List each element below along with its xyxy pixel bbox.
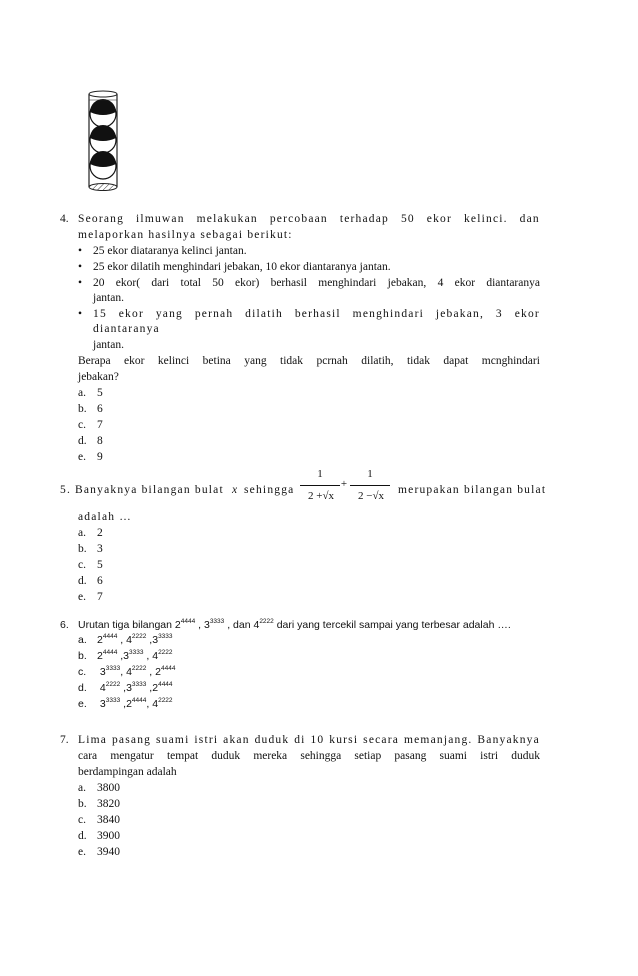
word: ekor [454,277,476,289]
answer-option[interactable] [78,633,173,648]
word: ekor [426,213,453,225]
option-letter: e. [78,591,86,603]
word: suami [156,734,190,746]
bullet-text [93,276,540,291]
answer-option[interactable] [78,418,103,433]
word: pcrnah [316,355,348,367]
fraction-1-denominator: 2 +√x [308,490,334,502]
word: kelinci [157,355,190,367]
word: 15 [93,308,107,320]
question-number: 5. [60,484,72,496]
word: dari [151,277,170,289]
word: diantaranya [486,277,540,289]
question-text-line [78,749,540,764]
word: yang [244,355,267,367]
answer-option[interactable] [78,402,103,417]
word: kursi [329,734,359,746]
question-text-line: Banyaknya bilangan bulat [75,484,224,496]
word: yang [155,308,183,320]
answer-option[interactable] [78,797,120,812]
word: cara [78,750,98,762]
question-number: 7. [60,734,69,746]
option-letter: d. [78,575,87,587]
word: dan [519,213,540,225]
word: total [180,277,201,289]
question-text-line [78,733,540,748]
answer-option[interactable] [78,434,103,449]
fraction-2-bar [350,485,390,486]
word: duduk [254,734,290,746]
word: dapat [443,355,469,367]
word: ekor( [115,277,141,289]
word: dilatih [245,308,283,320]
answer-option[interactable] [78,813,120,828]
option-text: 7 [97,591,103,603]
exponent: 4444 [158,681,173,688]
answer-option[interactable] [78,697,173,712]
bullet-text: jantan. [93,339,124,351]
word: ekor) [235,277,260,289]
word: duduk [211,750,241,762]
option-text: 6 [97,403,103,415]
fraction-1-bar [300,485,340,486]
exponent: 3333 [131,681,147,688]
question-text-line: berdampingan adalah [78,766,177,778]
word: Seorang [78,213,125,225]
option-text: 2 [97,634,103,646]
question-text-line: sehingga [244,484,295,496]
word: melakukan [196,213,258,225]
word: mengatur [110,750,154,762]
answer-option[interactable] [78,649,173,664]
option-text: ,2 [120,698,132,710]
word: ilmuwan [136,213,185,225]
fraction-1-numerator: 1 [317,468,323,480]
word: jebakan, [387,277,427,289]
answer-option[interactable] [78,542,103,557]
word: Berapa [78,355,111,367]
word: percobaan [269,213,328,225]
bullet-text: diantaranya [93,323,160,335]
word: tempat [166,750,199,762]
answer-option[interactable] [78,526,103,541]
option-text: , 2 [146,666,161,678]
word: pasang [394,750,427,762]
word: tidak [406,355,430,367]
exponent: 2222 [105,681,121,688]
answer-option[interactable] [78,781,120,796]
option-letter: d. [78,435,87,447]
word: mereka [253,750,288,762]
word: 10 [310,734,325,746]
option-letter: b. [78,403,87,415]
word: suami [439,750,467,762]
exponent: 2222 [158,649,173,656]
word: menghindari [318,277,377,289]
word: ekor [514,308,540,320]
word: menghindari [352,308,424,320]
word: istri [480,750,499,762]
word: duduk [511,750,540,762]
word: 4 [437,277,444,289]
option-text: 3840 [97,814,120,826]
question-text-line: Urutan tiga bilangan $2^{4444}$ , $3^{3333}$ , dan $4^{2222}$ dari yang tercekil sampai yang terbesar adalah …. [78,618,511,631]
option-text: 6 [97,575,103,587]
word: pasang [111,734,152,746]
exponent: 3333 [105,697,121,704]
answer-option[interactable] [78,558,103,573]
option-text: 5 [97,559,103,571]
answer-option[interactable] [78,386,103,401]
option-letter: c. [78,419,86,431]
option-text: 5 [97,387,103,399]
word: betina [202,355,231,367]
fraction-2-numerator: 1 [367,468,373,480]
word: pernah [194,308,234,320]
word: Banyaknya [477,734,540,746]
word: di [294,734,306,746]
answer-option[interactable] [78,845,120,860]
exponent: 4444 [102,633,118,640]
word: dilatih, [361,355,394,367]
bullet-marker: • [78,277,83,289]
fraction-2-denominator: 2 −√x [358,490,384,502]
option-letter: a. [78,387,86,399]
question-text-line [78,212,540,227]
option-text: , 4 [146,698,159,710]
word: ekor [124,355,145,367]
option-letter: b. [78,650,87,662]
exponent: 2222 [131,633,147,640]
option-letter: a. [78,527,86,539]
option-text: 3900 [97,830,120,842]
bullet-marker: • [78,245,83,257]
option-letter: c. [78,666,87,678]
exponent: 3333 [105,665,121,672]
option-letter: c. [78,559,86,571]
option-letter: a. [78,782,86,794]
option-letter: e. [78,451,86,463]
exponent: 4444 [131,697,147,704]
answer-option[interactable] [78,665,175,680]
word: sehingga [300,750,342,762]
bullet-text: 25 ekor diataranya kelinci jantan. [93,245,247,257]
word: 50 [212,277,224,289]
word: jebakan, [435,308,485,320]
question-prompt: jebakan? [78,371,119,383]
word: tidak [280,355,304,367]
exponent: 4444 [160,665,176,672]
answer-option[interactable] [78,450,103,465]
option-text: 2 [97,527,103,539]
bullet-text: jantan. [93,292,124,304]
option-letter: e. [78,846,86,858]
option-text: , 4 [120,666,132,678]
question-text-line: melaporkan hasilnya sebagai berikut: [78,229,293,241]
word: ekor [118,308,144,320]
option-text: 8 [97,435,103,447]
option-letter: c. [78,814,86,826]
word: berhasil [294,308,341,320]
option-text: 3 [97,666,106,678]
exponent: 3333 [158,633,173,640]
option-letter: b. [78,543,87,555]
option-letter: b. [78,798,87,810]
cylinder-balls-figure [84,90,124,194]
exponent: 4444 [102,649,118,656]
option-text: , 4 [143,650,159,662]
bullet-marker: • [78,308,83,320]
answer-option[interactable] [78,574,103,589]
variable-x: x [232,484,238,496]
option-text: 3940 [97,846,120,858]
option-text: 7 [97,419,103,431]
answer-option[interactable] [78,590,103,605]
option-text: ,3 [146,634,159,646]
question-text-line: merupakan bilangan bulat [398,484,547,496]
option-text: 2 [97,650,103,662]
word: 50 [400,213,415,225]
question-text-line: adalah … [78,511,132,523]
word: terhadap [339,213,389,225]
option-text: ,2 [146,682,159,694]
option-text: 3 [97,543,103,555]
option-text: ,3 [117,650,129,662]
question-number: 4. [60,213,69,225]
bullet-text: 25 ekor dilatih menghindari jebakan, 10 ekor diantaranya jantan. [93,261,391,273]
word: akan [223,734,250,746]
word: secara [363,734,400,746]
answer-option[interactable] [78,829,120,844]
word: berhasil [270,277,307,289]
option-text: 4 [97,682,106,694]
question-prompt [78,354,540,369]
option-text: 3800 [97,782,120,794]
word: kelinci. [463,213,508,225]
word: istri [194,734,219,746]
word: Lima [78,734,108,746]
option-letter: a. [78,634,87,646]
exponent: 3333 [129,649,144,656]
option-text: 3820 [97,798,120,810]
option-text: ,3 [120,682,132,694]
word: setiap [354,750,382,762]
word: mcnghindari [481,355,540,367]
exponent: 2222 [131,665,147,672]
word: 3 [495,308,503,320]
option-letter: e. [78,698,87,710]
plus-sign: + [340,478,348,490]
bullet-text [93,307,540,322]
option-letter: d. [78,682,87,694]
word: memanjang. [403,734,473,746]
option-text: 9 [97,451,103,463]
answer-option[interactable] [78,681,173,696]
option-letter: d. [78,830,87,842]
option-text: , 4 [117,634,132,646]
exponent: 2222 [158,697,173,704]
question-number: 6. [60,619,69,631]
option-text: 3 [97,698,106,710]
word: 20 [93,277,105,289]
bullet-marker: • [78,261,83,273]
